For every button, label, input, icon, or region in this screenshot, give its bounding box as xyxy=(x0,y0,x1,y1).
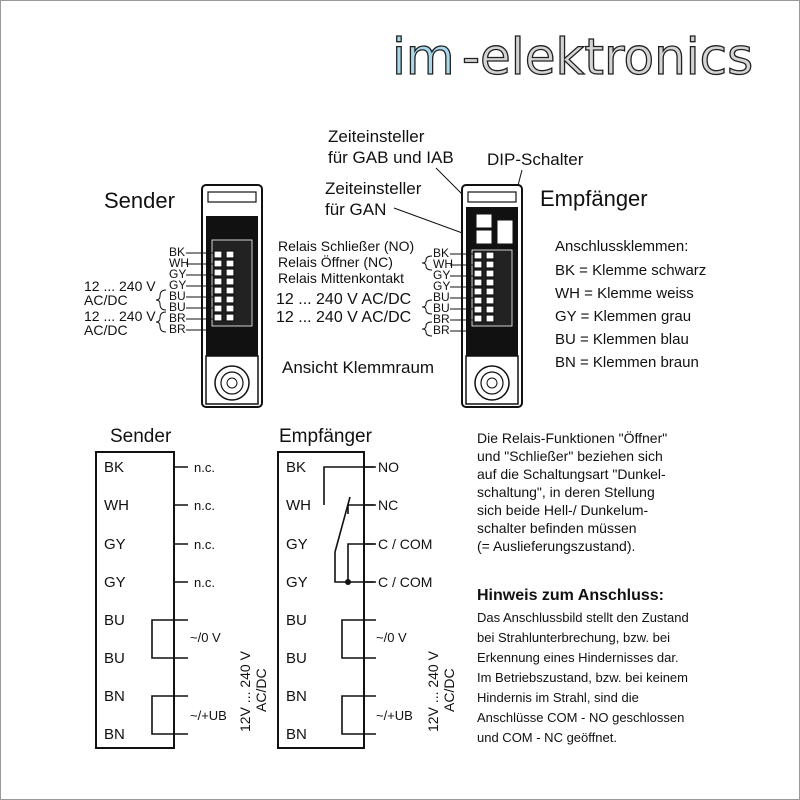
wire-code: GY xyxy=(286,536,308,553)
sender-power-0v: ~/0 V xyxy=(190,630,221,645)
hint-line: Das Anschlussbild stellt den Zustand xyxy=(477,610,689,625)
sender-output-nc: n.c. xyxy=(194,575,215,590)
hint-line: und COM - NC geöffnet. xyxy=(477,730,617,745)
wire-code: WH xyxy=(286,497,311,514)
receiver-code: GY xyxy=(433,279,451,293)
wire-code: BK xyxy=(286,459,307,476)
relay-function-note xyxy=(477,429,667,554)
wire-code: BN xyxy=(104,688,125,705)
receiver-brace-1 xyxy=(422,256,432,270)
sender-power-ub: ~/+UB xyxy=(190,708,227,723)
hint-line: Anschlüsse COM - NO geschlossen xyxy=(477,710,685,725)
logo-im: im xyxy=(392,28,455,86)
sender-supply-1: 12V ... 240 V xyxy=(237,651,253,732)
receiver-brace-3 xyxy=(422,322,432,336)
wire-code: BK xyxy=(104,459,125,476)
sender-title-top: Sender xyxy=(104,188,175,213)
hint-line: Erkennung eines Hindernisses dar. xyxy=(477,650,679,665)
wire-code: GY xyxy=(104,574,126,591)
sender-code: BU xyxy=(169,300,186,314)
wire-code: BU xyxy=(104,650,125,667)
receiver-power-ub: ~/+UB xyxy=(376,708,413,723)
sender-brace-1 xyxy=(156,290,166,310)
wire-code: BN xyxy=(286,726,307,743)
wire-code: BU xyxy=(286,650,307,667)
note-line: schalter befinden müssen xyxy=(477,520,637,536)
wire-code: GY xyxy=(104,536,126,553)
receiver-code: WH xyxy=(433,257,453,271)
receiver-output: C / COM xyxy=(378,536,433,552)
terminals-title: Anschlussklemmen: xyxy=(555,238,689,255)
sender-supply-2: AC/DC xyxy=(253,668,269,712)
label-gan-1: Zeiteinsteller xyxy=(325,179,422,198)
relay-label: Relais Schließer (NO) xyxy=(278,238,415,254)
hint-title: Hinweis zum Anschluss: xyxy=(477,587,664,604)
receiver-code: BU xyxy=(433,290,450,304)
receiver-code: BU xyxy=(433,301,450,315)
wire-code: BN xyxy=(286,688,307,705)
note-line: schaltung", in deren Stellung xyxy=(477,484,655,500)
receiver-output: NC xyxy=(378,497,399,513)
wire-code: BU xyxy=(286,612,307,629)
relay-label: Relais Mittenkontakt xyxy=(278,270,405,286)
wire-code: BN xyxy=(104,726,125,743)
connection-hint xyxy=(477,587,689,745)
sender-title-bottom: Sender xyxy=(110,426,172,447)
sender-device xyxy=(202,185,262,407)
sender-code: BR xyxy=(169,311,186,325)
sender-voltage-2a: 12 ... 240 V xyxy=(84,308,156,324)
receiver-device xyxy=(462,185,522,407)
sender-code: WH xyxy=(169,256,189,270)
sender-code: GY xyxy=(169,267,187,281)
note-line: Die Relais-Funktionen "Öffner" xyxy=(477,430,668,446)
sender-schematic xyxy=(96,452,227,748)
sender-code: BR xyxy=(169,322,186,336)
sender-voltage-2b: AC/DC xyxy=(84,322,128,338)
label-dip: DIP-Schalter xyxy=(487,150,584,169)
note-line: (= Auslieferungszustand). xyxy=(477,538,636,554)
wire-code: GY xyxy=(286,574,308,591)
terminal-entry: GY = Klemmen grau xyxy=(555,308,692,325)
receiver-output: NO xyxy=(378,459,399,475)
receiver-output: C / COM xyxy=(378,574,433,590)
receiver-power-0v: ~/0 V xyxy=(376,630,407,645)
sender-code: BK xyxy=(169,245,186,259)
terminal-legend xyxy=(555,238,706,371)
sender-output-nc: n.c. xyxy=(194,498,215,513)
receiver-title-top: Empfänger xyxy=(540,186,648,211)
relay-junction xyxy=(345,579,351,585)
hint-line: Im Betriebszustand, bzw. bei keinem xyxy=(477,670,688,685)
wire-code: BU xyxy=(104,612,125,629)
receiver-code: BR xyxy=(433,323,450,337)
label-gan-2: für GAN xyxy=(325,200,387,219)
note-line: sich beide Hell-/ Dunkelum- xyxy=(477,502,649,518)
terminal-entry: BU = Klemmen blau xyxy=(555,331,689,348)
label-gab-iab-1: Zeiteinsteller xyxy=(328,127,425,146)
sender-code: BU xyxy=(169,289,186,303)
note-line: und "Schließer" beziehen sich xyxy=(477,448,663,464)
note-line: auf die Schaltungsart "Dunkel- xyxy=(477,466,666,482)
sender-voltage-1b: AC/DC xyxy=(84,292,128,308)
relay-label: Relais Öffner (NC) xyxy=(278,254,393,270)
terminal-entry: BN = Klemmen braun xyxy=(555,354,699,371)
receiver-schematic xyxy=(278,452,432,748)
hint-line: bei Strahlunterbrechung, bzw. bei xyxy=(477,630,670,645)
sender-brace-2 xyxy=(156,312,166,332)
caption-klemmraum: Ansicht Klemmraum xyxy=(282,358,435,377)
label-gab-iab-2: für GAB und IAB xyxy=(328,148,454,167)
receiver-code: BR xyxy=(433,312,450,326)
receiver-brace-2 xyxy=(422,300,432,314)
wire-code: WH xyxy=(104,497,129,514)
sender-output-nc: n.c. xyxy=(194,460,215,475)
receiver-code: GY xyxy=(433,268,451,282)
sender-voltage-1a: 12 ... 240 V xyxy=(84,278,156,294)
hint-line: Hindernis im Strahl, sind die xyxy=(477,690,639,705)
receiver-supply-1: 12V ... 240 V xyxy=(425,651,441,732)
terminal-entry: BK = Klemme schwarz xyxy=(555,262,707,279)
relay-label: 12 ... 240 V AC/DC xyxy=(276,291,412,308)
sender-output-nc: n.c. xyxy=(194,537,215,552)
relay-label: 12 ... 240 V AC/DC xyxy=(276,309,412,326)
logo xyxy=(392,28,753,86)
receiver-supply-2: AC/DC xyxy=(441,668,457,712)
receiver-code: BK xyxy=(433,246,450,260)
logo-elektronics: -elektronics xyxy=(462,28,754,86)
terminal-entry: WH = Klemme weiss xyxy=(555,285,694,302)
sender-code: GY xyxy=(169,278,187,292)
receiver-title-bottom: Empfänger xyxy=(279,426,372,447)
